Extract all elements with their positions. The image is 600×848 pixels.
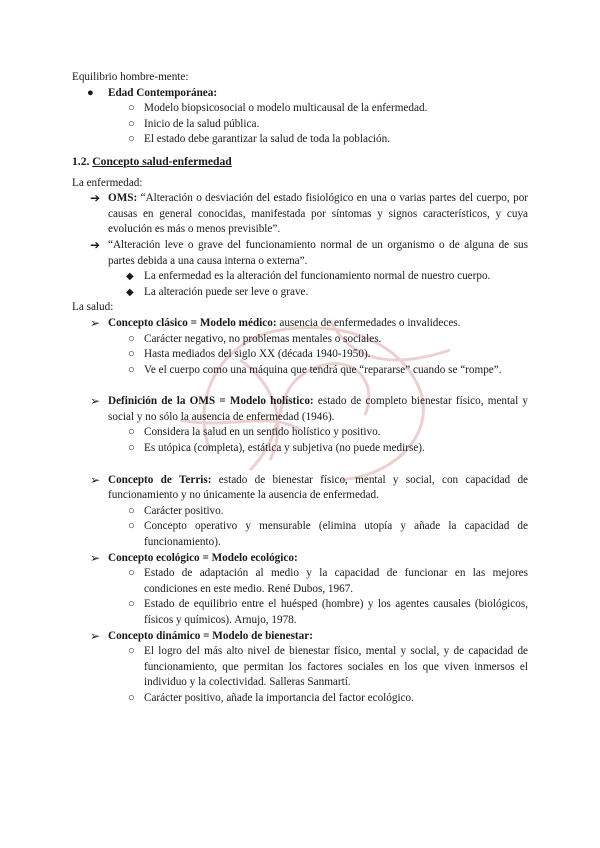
model-subitem <box>72 644 528 691</box>
intro-line: Equilibrio hombre-mente: <box>72 71 189 83</box>
model-subitem <box>72 691 528 707</box>
document-page <box>72 70 528 707</box>
enfermedad-subitem <box>72 285 528 301</box>
circle-bullet-icon: ○ <box>128 133 135 146</box>
model-subitem-text: Considera la salud en un sentido holístico y positivo. <box>144 426 381 439</box>
arrow-right-icon: ➔ <box>90 191 101 206</box>
salud-model-item <box>72 629 528 645</box>
section-heading <box>72 154 528 170</box>
arrowhead-icon: ➢ <box>90 315 101 330</box>
model-text: estado de bienestar físico, mental y social, con capacidad de funcionamiento y no únicamente la ausencia de enfermedad. <box>108 473 529 502</box>
circle-bullet-icon: ○ <box>128 691 135 704</box>
model-subitem-text: Carácter negativo, no problemas mentales o sociales. <box>144 332 382 345</box>
edad-subitem-text: Inicio de la salud pública. <box>144 117 260 130</box>
model-title: Concepto de Terris: <box>108 473 212 486</box>
salud-model-item <box>72 473 528 504</box>
arrowhead-icon: ➢ <box>90 394 101 409</box>
circle-bullet-icon: ○ <box>128 567 135 580</box>
circle-bullet-icon: ○ <box>128 426 135 439</box>
arrow-right-icon: ➔ <box>90 237 101 252</box>
model-title: Definición de la OMS = Modelo holístico: <box>108 395 314 408</box>
circle-bullet-icon: ○ <box>128 332 135 345</box>
model-subitem-text: Hasta mediados del siglo XX (década 1940-1950). <box>144 348 371 361</box>
second-definition <box>72 238 528 269</box>
edad-subitem-text: Modelo biopsicosocial o modelo multicausal de la enfermedad. <box>144 102 428 115</box>
section-title: Concepto salud-enfermedad <box>92 154 232 168</box>
oms-definition <box>72 191 528 238</box>
model-subitem-text: Concepto operativo y mensurable (elimina utopía y añade la capacidad de funcionamiento). <box>144 520 528 549</box>
circle-bullet-icon: ○ <box>128 520 135 533</box>
model-text: ausencia de enfermedades o invalideces. <box>276 316 461 329</box>
salud-model-item <box>72 316 528 332</box>
arrowhead-icon: ➢ <box>90 472 101 487</box>
enfermedad-subitem-text: La enfermedad es la alteración del funcionamiento normal de nuestro cuerpo. <box>144 270 491 283</box>
model-subitem-text: Estado de equilibrio entre el huésped (hombre) y los agentes causales (biológicos, físicos y químicos). Arnujo, 1978. <box>144 598 528 626</box>
edad-title: Edad Contemporánea: <box>108 86 218 99</box>
arrowhead-icon: ➢ <box>90 550 101 565</box>
enfermedad-label: La enfermedad: <box>72 176 143 189</box>
second-definition-text: “Alteración leve o grave del funcionamiento normal de un organismo o de alguna de sus partes debida a una causa interna o externa”. <box>108 238 528 267</box>
model-subitem-text: Carácter positivo, añade la importancia del factor ecológico. <box>144 691 414 704</box>
model-subitem <box>72 363 528 379</box>
model-subitem <box>72 441 528 457</box>
model-subitem-text: Estado de adaptación al medio y la capacidad de funcionar en las mejores condiciones en este medio. René Dubos, 1967. <box>144 567 528 595</box>
enfermedad-subitem-text: La alteración puede ser leve o grave. <box>144 285 309 298</box>
circle-bullet-icon: ○ <box>128 363 135 376</box>
circle-bullet-icon: ○ <box>128 102 135 115</box>
edad-subitem <box>72 117 528 133</box>
circle-bullet-icon: ○ <box>128 645 135 658</box>
circle-bullet-icon: ○ <box>128 598 135 611</box>
section-number: 1.2. <box>72 154 90 168</box>
oms-label: OMS: <box>108 192 138 205</box>
salud-model-item <box>72 394 528 425</box>
model-subitem <box>72 332 528 348</box>
salud-model-item <box>72 551 528 567</box>
model-title: Concepto ecológico = Modelo ecológico: <box>108 551 298 564</box>
model-subitem-text: Carácter positivo. <box>144 504 224 517</box>
model-subitem-text: Es utópica (completa), estática y subjetiva (no puede medirse). <box>144 442 425 455</box>
salud-label: La salud: <box>72 301 114 314</box>
model-subitem-text: El logro del más alto nivel de bienestar físico, mental y social, y de capacidad de funcionamiento, que permitan los factores sociales en los que viven inmersos el individuo y la colectividad. Salleras Sanmartí. <box>144 645 528 689</box>
model-subitem <box>72 347 528 363</box>
circle-bullet-icon: ○ <box>128 348 135 361</box>
diamond-bullet-icon: ◆ <box>126 286 134 298</box>
arrowhead-icon: ➢ <box>90 628 101 643</box>
enfermedad-subitem <box>72 269 528 285</box>
diamond-bullet-icon: ◆ <box>126 271 134 283</box>
edad-subitem <box>72 101 528 117</box>
oms-text: “Alteración o desviación del estado fisiológico en una o varias partes del cuerpo, por causas en general conocidas, manifestada por síntomas y signos característicos, y cuya evolución es más o menos previsible”. <box>108 192 529 236</box>
model-title: Concepto clásico = Modelo médico: <box>108 316 277 329</box>
circle-bullet-icon: ○ <box>128 117 135 130</box>
model-subitem <box>72 597 528 628</box>
model-subitem-text: Ve el cuerpo como una máquina que tendrá que “repararse” cuando se “rompe”. <box>144 363 502 376</box>
model-subitem <box>72 425 528 441</box>
model-text: estado de completo bienestar físico, mental y social y no sólo la ausencia de enfermedad (1946). <box>108 395 528 423</box>
model-title: Concepto dinámico = Modelo de bienestar: <box>108 629 313 642</box>
model-subitem <box>72 519 528 550</box>
edad-contemporanea-item <box>72 86 528 102</box>
circle-bullet-icon: ○ <box>128 504 135 517</box>
circle-bullet-icon: ○ <box>128 442 135 455</box>
edad-subitem-text: El estado debe garantizar la salud de toda la población. <box>144 133 391 146</box>
model-subitem <box>72 566 528 597</box>
model-subitem <box>72 504 528 520</box>
bullet-dot-icon: ● <box>87 86 94 99</box>
edad-subitem <box>72 132 528 148</box>
